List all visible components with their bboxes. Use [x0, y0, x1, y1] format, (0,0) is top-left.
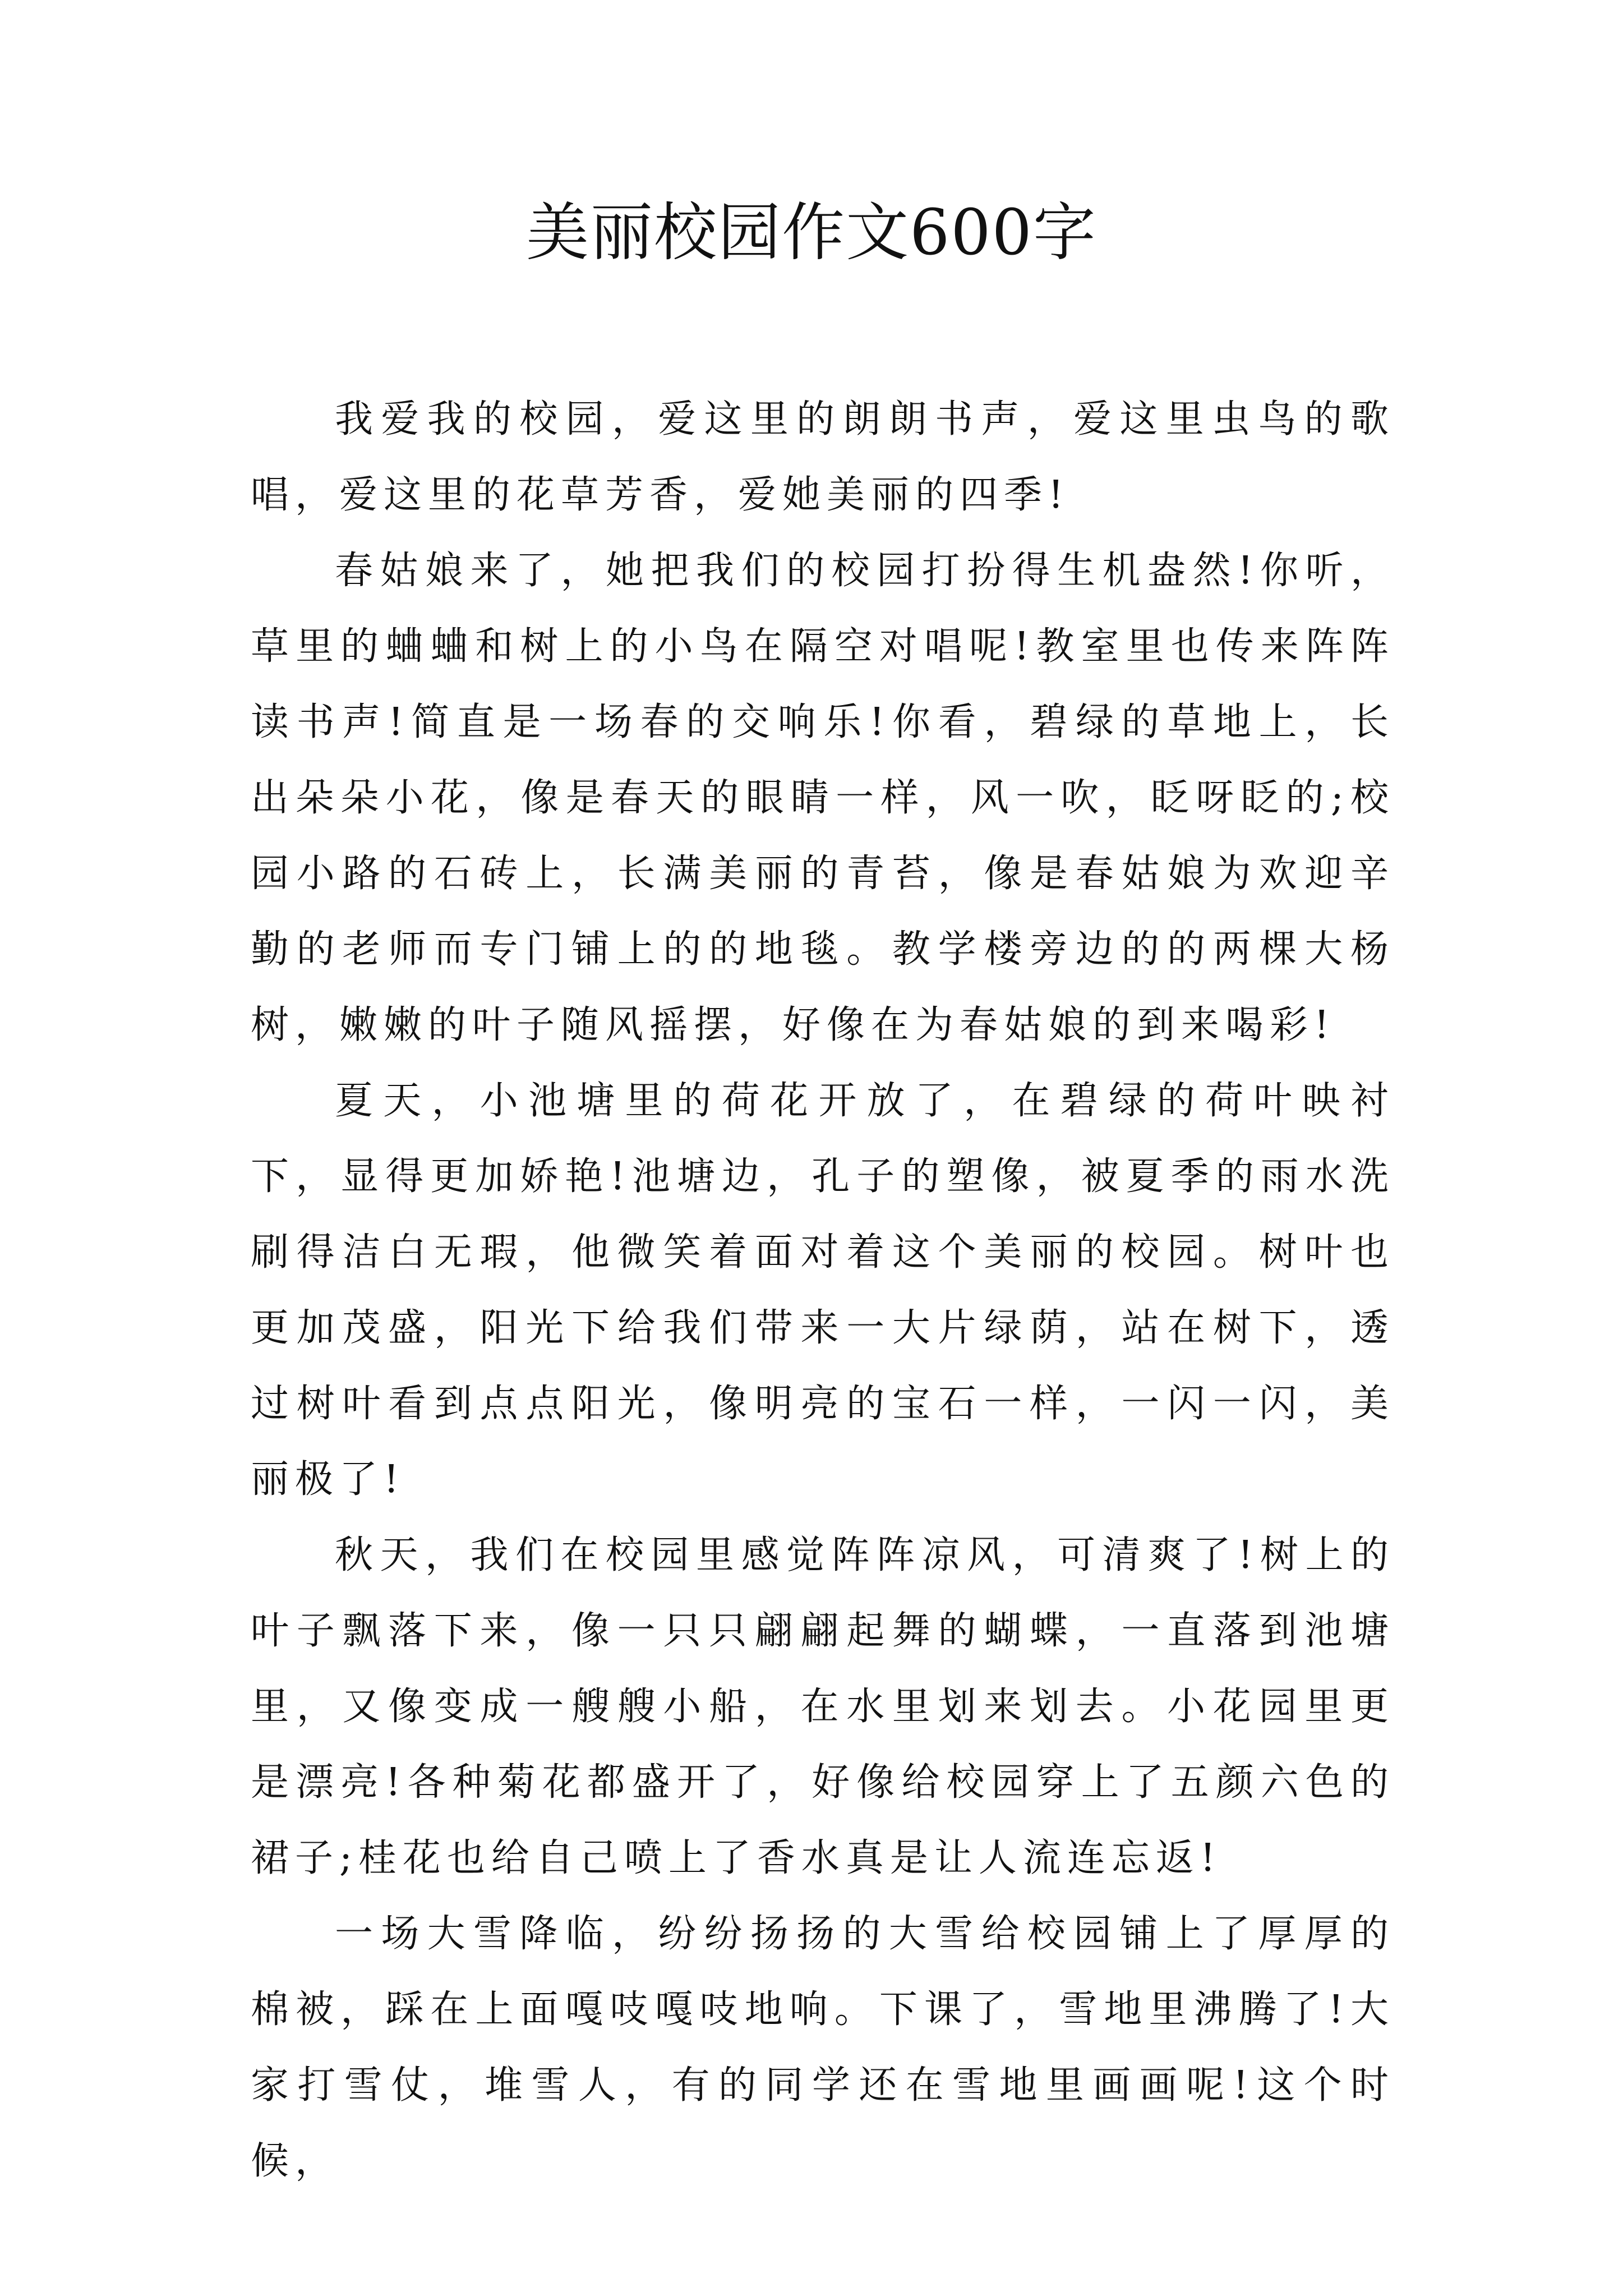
paragraph-autumn: 秋天，我们在校园里感觉阵阵凉风，可清爽了!树上的叶子飘落下来，像一只只翩翩起舞的蝴蝶，一直落到池塘里，又像变成一艘艘小船，在水里划来划去。小花园里更是漂亮!各种菊花都盛开了，好像给校园穿上了五颜六色的裙子;桂花也给自己喷上了香水真是让人流连忘返! [251, 1533, 1395, 1880]
paragraph-summer: 夏天，小池塘里的荷花开放了，在碧绿的荷叶映衬下，显得更加娇艳!池塘边，孔子的塑像，被夏季的雨水洗刷得洁白无瑕，他微笑着面对着这个美丽的校园。树叶也更加茂盛，阳光下给我们带来一大片绿荫，站在树下，透过树叶看到点点阳光，像明亮的宝石一样，一闪一闪，美丽极了! [251, 1079, 1395, 1502]
essay-title: 美丽校园作文600字 [526, 196, 1097, 269]
paragraph-spring: 春姑娘来了，她把我们的校园打扮得生机盎然!你听，草里的蛐蛐和树上的小鸟在隔空对唱呢!教室里也传来阵阵读书声!简直是一场春的交响乐!你看，碧绿的草地上，长出朵朵小花，像是春天的眼睛一样，风一吹，眨呀眨的;校园小路的石砖上，长满美丽的青苔，像是春姑娘为欢迎辛勤的老师而专门铺上的的地毯。教学楼旁边的的两棵大杨树，嫩嫩的叶子随风摇摆，好像在为春姑娘的到来喝彩! [251, 549, 1395, 1047]
paragraph-winter: 一场大雪降临，纷纷扬扬的大雪给校园铺上了厚厚的棉被，踩在上面嘎吱嘎吱地响。下课了，雪地里沸腾了!大家打雪仗，堆雪人，有的同学还在雪地里画画呢!这个时候， [251, 1912, 1395, 2183]
paragraph-intro: 我爱我的校园，爱这里的朗朗书声，爱这里虫鸟的歌唱，爱这里的花草芳香，爱她美丽的四季! [251, 397, 1395, 517]
essay-body [251, 381, 1395, 2199]
